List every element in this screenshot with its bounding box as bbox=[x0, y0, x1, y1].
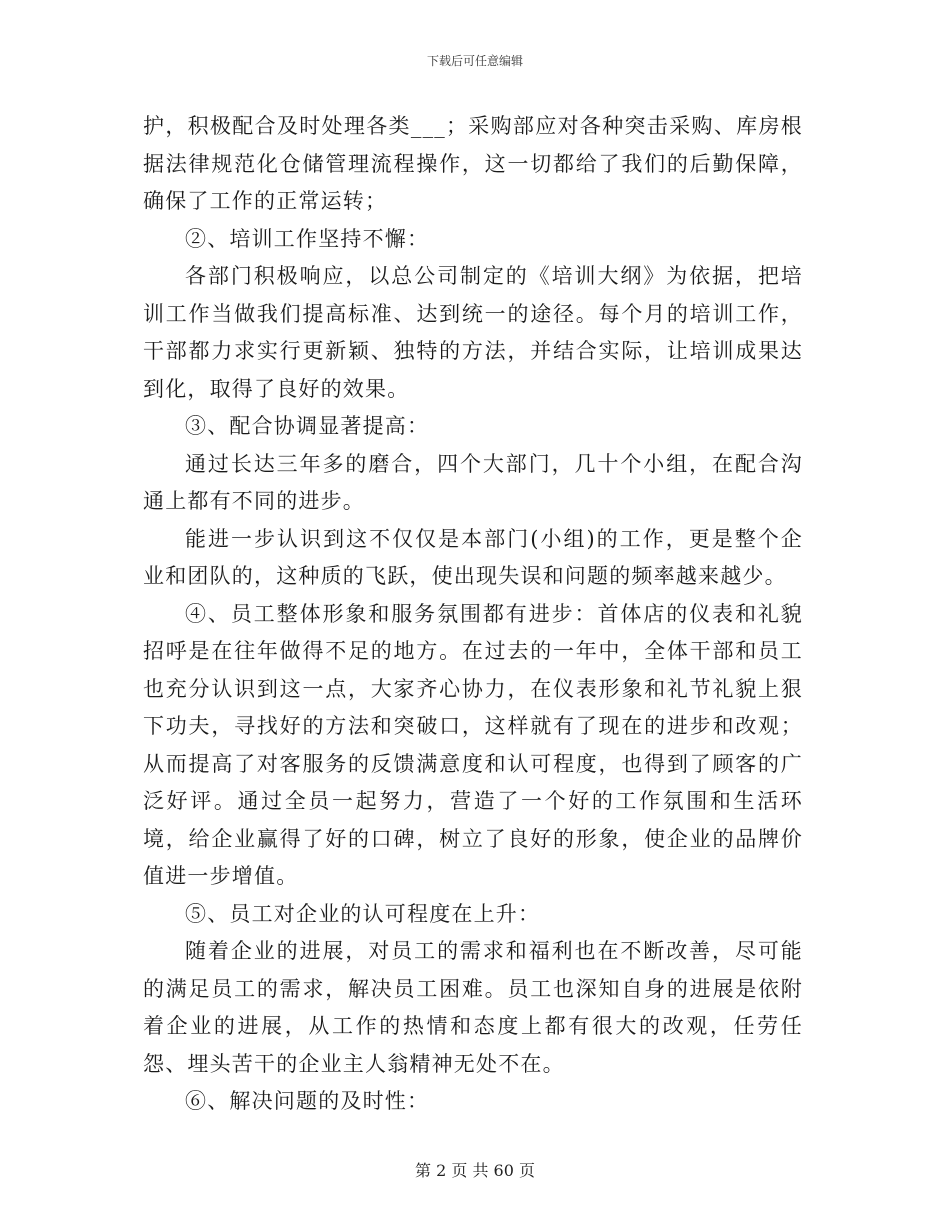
paragraph: 护，积极配合及时处理各类___；采购部应对各种突击采购、库房根据法律规范化仓储管理流程操作，这一切都给了我们的后勤保障，确保了工作的正常运转； bbox=[143, 114, 803, 213]
paragraph: 各部门积极响应，以总公司制定的《培训大纲》为依据，把培训工作当做我们提高标准、达到统一的途径。每个月的培训工作，干部都力求实行更新颖、独特的方法，并结合实际，让培训成果达到化，取得了良好的效果。 bbox=[143, 264, 803, 401]
paragraph: ④、员工整体形象和服务氛围都有进步：首体店的仪表和礼貌招呼是在往年做得不足的地方。在过去的一年中，全体干部和员工也充分认识到这一点，大家齐心协力，在仪表形象和礼节礼貌上狠下功夫，寻找好的方法和突破口，这样就有了现在的进步和改观；从而提高了对客服务的反馈满意度和认可程度，也得到了顾客的广泛好评。通过全员一起努力，营造了一个好的工作氛围和生活环境，给企业赢得了好的口碑，树立了良好的形象，使企业的品牌价值进一步增值。 bbox=[143, 601, 803, 888]
paragraph: 通过长达三年多的磨合，四个大部门，几十个小组，在配合沟通上都有不同的进步。 bbox=[143, 451, 803, 513]
page-number: 第 2 页 共 60 页 bbox=[415, 1161, 535, 1180]
section-heading: ③、配合协调显著提高： bbox=[185, 414, 430, 438]
section-heading: ⑤、员工对企业的认可程度在上升： bbox=[185, 901, 541, 926]
document-body bbox=[143, 108, 803, 1121]
paragraph: 随着企业的进展，对员工的需求和福利也在不断改善，尽可能的满足员工的需求，解决员工困难。员工也深知自身的进展是依附着企业的进展，从工作的热情和态度上都有很大的改观，任劳任怨、埋头苦干的企业主人翁精神无处不在。 bbox=[143, 939, 803, 1076]
paragraph: 能进一步认识到这不仅仅是本部门(小组)的工作，更是整个企业和团队的，这种质的飞跃，使出现失误和问题的频率越来越少。 bbox=[143, 526, 803, 588]
section-heading: ②、培训工作坚持不懈： bbox=[185, 226, 430, 251]
header-note: 下载后可任意编辑 bbox=[426, 54, 523, 68]
section-heading: ⑥、解决问题的及时性： bbox=[185, 1089, 430, 1113]
